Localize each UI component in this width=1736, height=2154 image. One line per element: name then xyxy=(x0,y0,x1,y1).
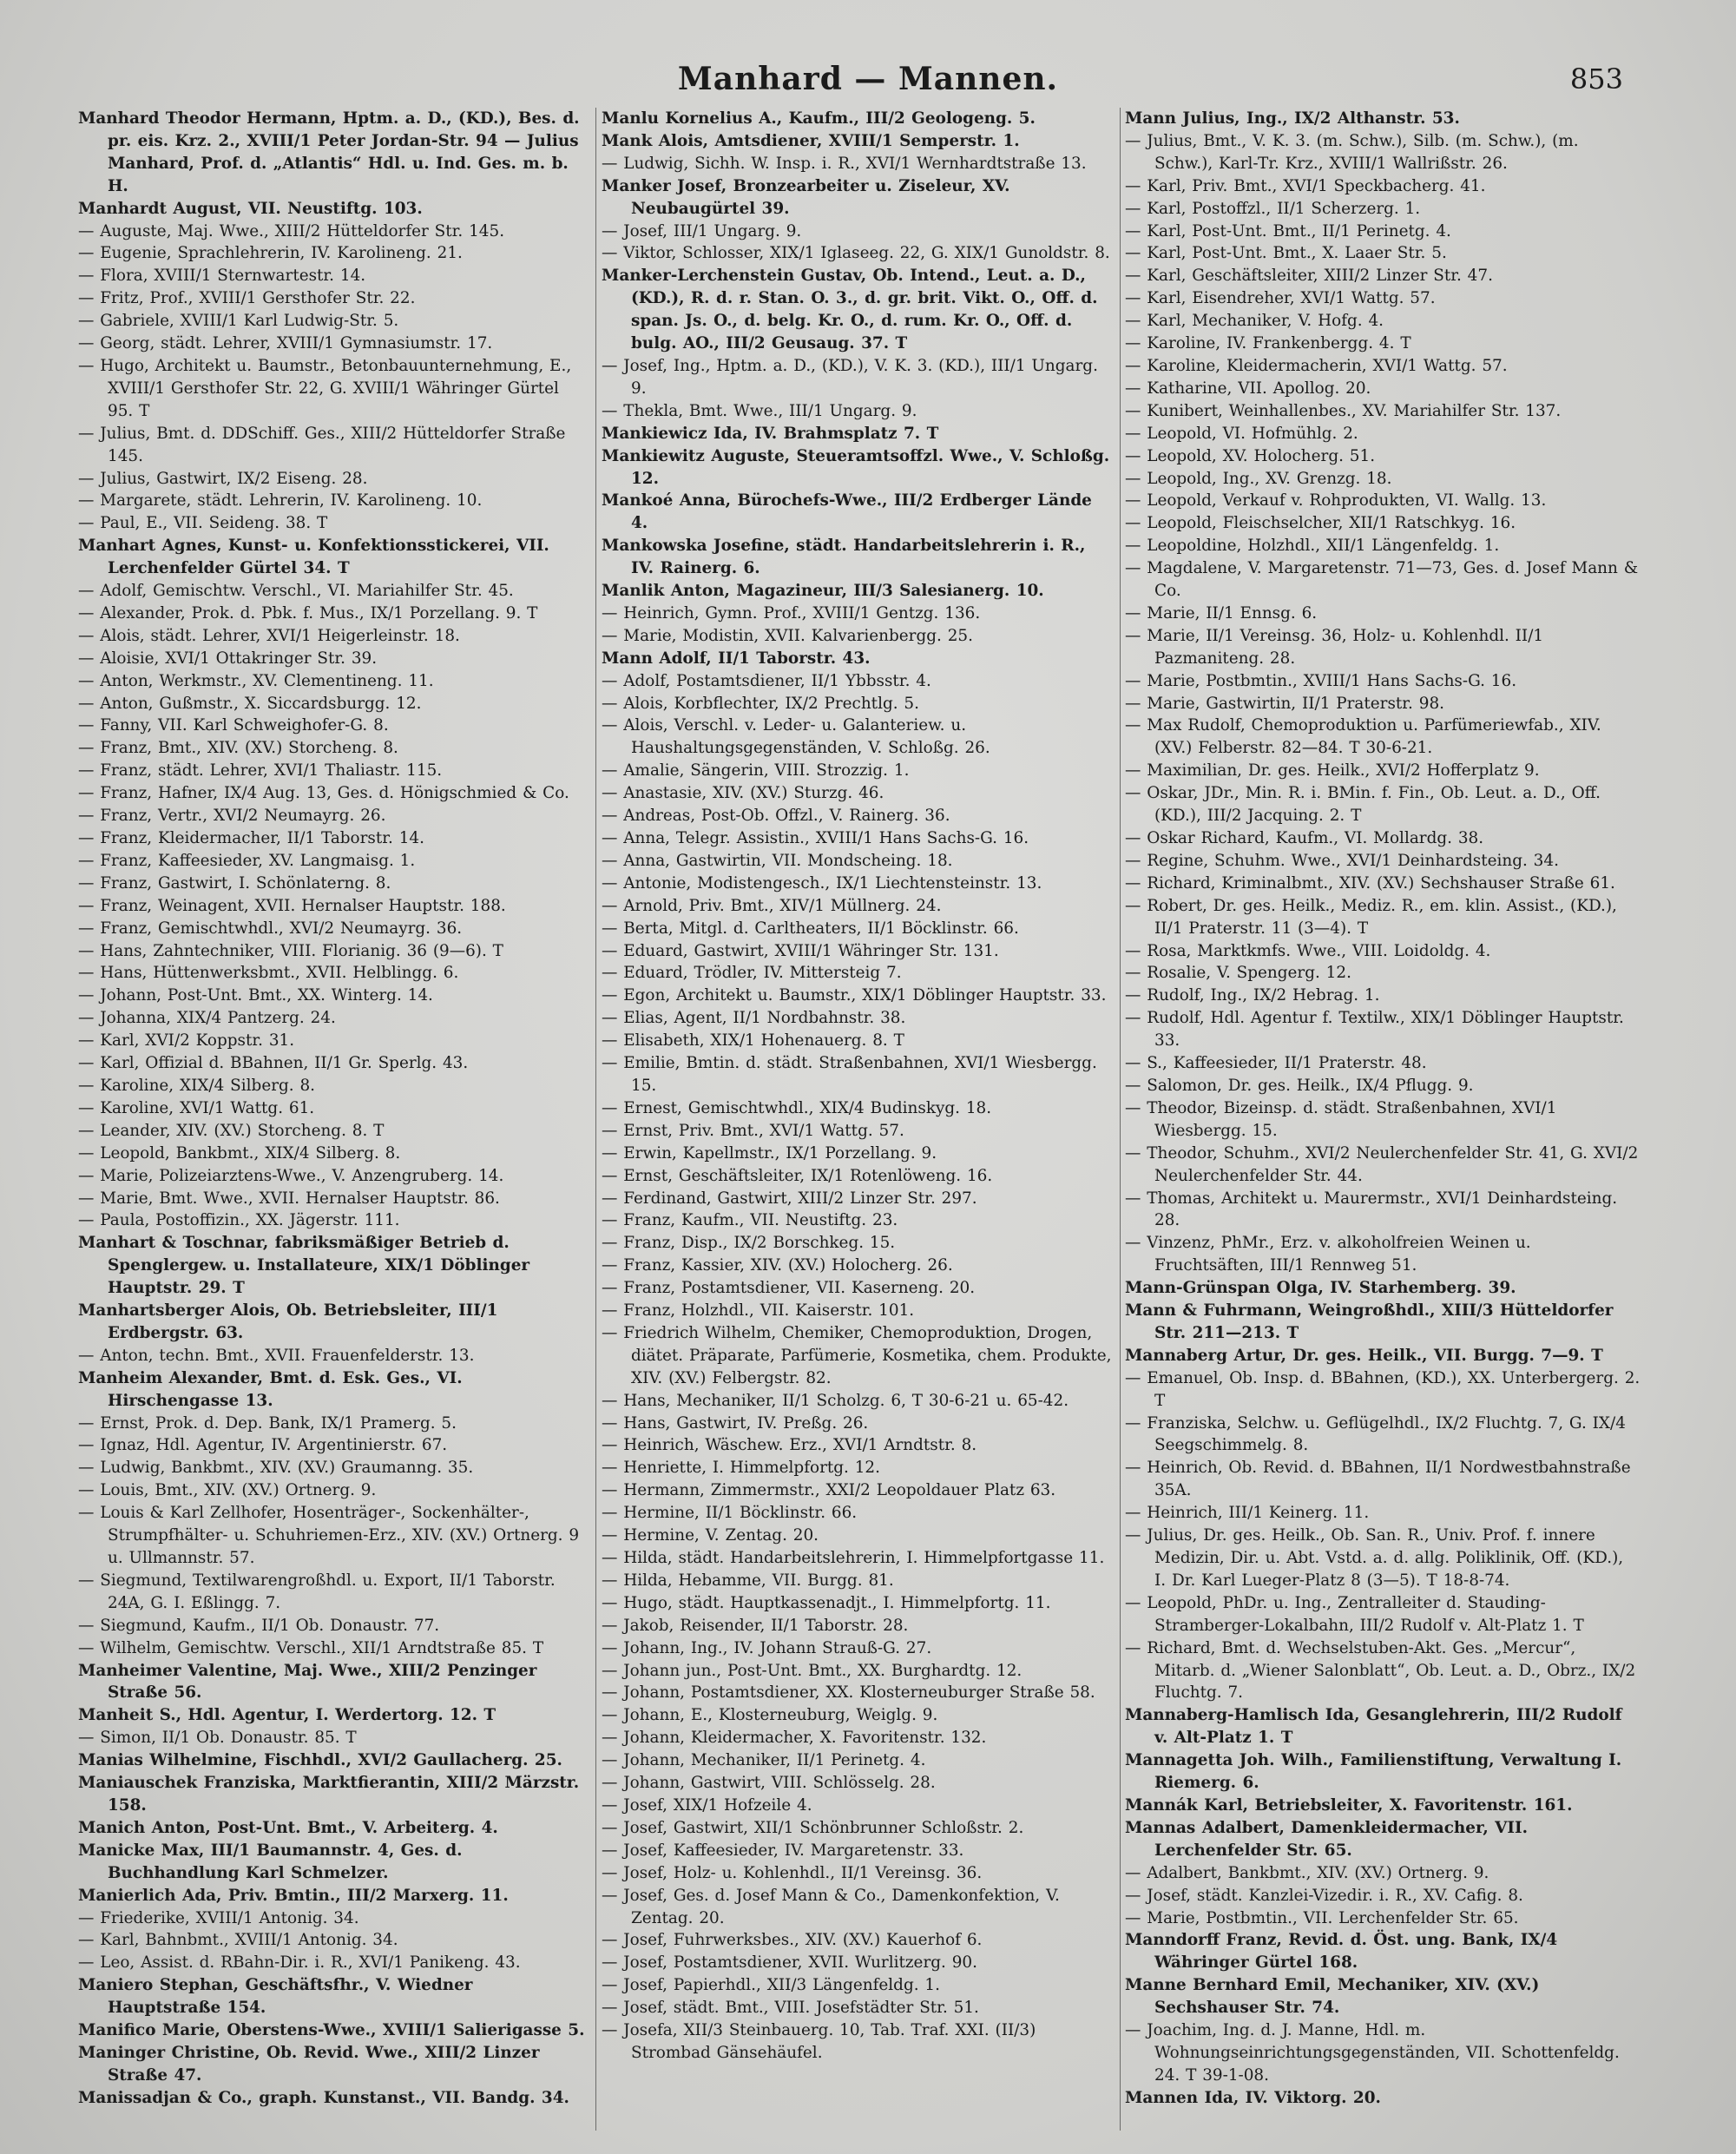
directory-entry: — Fritz, Prof., XVIII/1 Gersthofer Str. 22. xyxy=(78,289,416,308)
directory-entry: — Anastasie, XIV. (XV.) Sturzg. 46. xyxy=(602,784,884,803)
directory-entry: — Karl, Eisendreher, XVI/1 Wattg. 57. xyxy=(1125,289,1436,308)
page-header xyxy=(0,57,1736,109)
directory-entry: — Rosalie, V. Spengerg. 12. xyxy=(1125,964,1351,983)
directory-entry: — Hermann, Zimmermstr., XXI/2 Leopoldauer Platz 63. xyxy=(602,1481,1056,1500)
directory-entry: — Andreas, Post-Ob. Offzl., V. Rainerg. 36. xyxy=(602,807,950,826)
directory-entry: — Franz, Bmt., XIV. (XV.) Storcheng. 8. xyxy=(78,739,398,758)
directory-entry: Manheimer Valentine, Maj. Wwe., XIII/2 Penzinger Straße 56. xyxy=(78,1661,537,1703)
directory-entry: — Rudolf, Ing., IX/2 Hebrag. 1. xyxy=(1125,986,1380,1005)
directory-entry: — Thekla, Bmt. Wwe., III/1 Ungarg. 9. xyxy=(602,401,917,420)
directory-entry: — Johann, Mechaniker, II/1 Perinetg. 4. xyxy=(602,1751,926,1770)
directory-entry: — Johanna, XIX/4 Pantzerg. 24. xyxy=(78,1009,336,1028)
directory-entry: — Eduard, Trödler, IV. Mittersteig 7. xyxy=(602,964,902,983)
directory-entry: — Flora, XVIII/1 Sternwartestr. 14. xyxy=(78,267,366,286)
directory-entry: — Julius, Dr. ges. Heilk., Ob. San. R., Univ. Prof. f. innere Medizin, Dir. u. Abt. Vstd. a. d. allg. Poliklinik, Off. (KD.), I. Dr. Karl Lueger-Platz 8 (3—5). T 18-8-74. xyxy=(1125,1526,1624,1590)
directory-entry: — Marie, Polizeiarztens-Wwe., V. Anzengruberg. 14. xyxy=(78,1166,504,1185)
directory-entry: — Katharine, VII. Apollog. 20. xyxy=(1125,379,1371,398)
directory-entry: — Hilda, städt. Handarbeitslehrerin, I. Himmelpfortgasse 11. xyxy=(602,1549,1105,1567)
directory-entry: — Hugo, Architekt u. Baumstr., Betonbauunternehmung, E., XVIII/1 Gersthofer Str. 22, G. XVIII/1 Währinger Gürtel 95. T xyxy=(78,356,572,420)
directory-entry: — Ernest, Gemischtwhdl., XIX/4 Budinskyg. 18. xyxy=(602,1098,992,1117)
directory-entry: — Leo, Assist. d. RBahn-Dir. i. R., XVI/1 Panikeng. 43. xyxy=(78,1953,521,1973)
directory-entry: Manlu Kornelius A., Kaufm., III/2 Geologeng. 5. xyxy=(602,109,1036,128)
directory-entry: Mannas Adalbert, Damenkleidermacher, VII. Lerchenfelder Str. 65. xyxy=(1125,1818,1529,1860)
directory-entry: — Josef, XIX/1 Hofzeile 4. xyxy=(602,1795,812,1815)
directory-entry: — Siegmund, Textilwarengroßhdl. u. Export, II/1 Taborstr. 24A, G. I. Eßlingg. 7. xyxy=(78,1571,556,1612)
directory-entry: — Hans, Mechaniker, II/1 Scholzg. 6, T 30-6-21 u. 65-42. xyxy=(602,1391,1069,1410)
directory-entry: Maniero Stephan, Geschäftsfhr., V. Wiedner Hauptstraße 154. xyxy=(78,1976,473,2018)
directory-entry: — Robert, Dr. ges. Heilk., Mediz. R., em. klin. Assist., (KD.), II/1 Praterstr. 11 (3—4). T xyxy=(1125,896,1617,938)
directory-entry: — Franz, Weinagent, XVII. Hernalser Hauptstr. 188. xyxy=(78,896,506,915)
directory-entry: Manissadjan & Co., graph. Kunstanst., VII. Bandg. 34. xyxy=(78,2088,569,2107)
directory-entry: — Regine, Schuhm. Wwe., XVI/1 Deinhardsteing. 34. xyxy=(1125,851,1559,870)
directory-entry: Manias Wilhelmine, Fischhdl., XVI/2 Gaullacherg. 25. xyxy=(78,1751,562,1770)
directory-entry: — Hans, Zahntechniker, VIII. Florianig. 36 (9—6). T xyxy=(78,941,503,960)
directory-entry: — Anna, Telegr. Assistin., XVIII/1 Hans Sachs-G. 16. xyxy=(602,829,1029,847)
directory-entry: — Franz, Kaffeesieder, XV. Langmaisg. 1. xyxy=(78,851,416,870)
directory-entry: — Leopold, Ing., XV. Grenzg. 18. xyxy=(1125,469,1392,488)
directory-entry: — Karl, Bahnbmt., XVIII/1 Antonig. 34. xyxy=(78,1931,398,1950)
directory-entry: — Joachim, Ing. d. J. Manne, Hdl. m. Wohnungseinrichtungsgegenständen, VII. Schottenfeldg. 24. T 39-1-08. xyxy=(1125,2021,1620,2085)
directory-entry: — Max Rudolf, Chemoproduktion u. Parfümeriewfab., XIV. (XV.) Felberstr. 82—84. T 30-6-21. xyxy=(1125,716,1601,758)
directory-entry: Mannagetta Joh. Wilh., Familienstiftung, Verwaltung I. Riemerg. 6. xyxy=(1125,1751,1622,1793)
directory-entry: Mannaberg-Hamlisch Ida, Gesanglehrerin, III/2 Rudolf v. Alt-Platz 1. T xyxy=(1125,1706,1622,1748)
directory-entry: — Friedrich Wilhelm, Chemiker, Chemoproduktion, Drogen, diätet. Präparate, Parfümerie, Kosmetika, chem. Produkte, XIV. (XV.) Felbergstr. 82. xyxy=(602,1323,1112,1387)
directory-entry: — Kunibert, Weinhallenbes., XV. Mariahilfer Str. 137. xyxy=(1125,401,1562,420)
directory-entry: — Anna, Gastwirtin, VII. Mondscheing. 18. xyxy=(602,851,953,870)
directory-entry: — Vinzenz, PhMr., Erz. v. alkoholfreien Weinen u. Fruchtsäften, III/1 Rennweg 51. xyxy=(1125,1234,1531,1275)
directory-entry: — Theodor, Bizeinsp. d. städt. Straßenbahnen, XVI/1 Wiesbergg. 15. xyxy=(1125,1098,1557,1140)
directory-entry: — Berta, Mitgl. d. Carltheaters, II/1 Böcklinstr. 66. xyxy=(602,919,1019,938)
directory-entry: — Erwin, Kapellmstr., IX/1 Porzellang. 9. xyxy=(602,1143,937,1163)
directory-entry: Manierlich Ada, Priv. Bmtin., III/2 Marxerg. 11. xyxy=(78,1886,509,1905)
directory-entry: — Leopold, XV. Holocherg. 51. xyxy=(1125,446,1376,465)
directory-entry: — Julius, Gastwirt, IX/2 Eiseng. 28. xyxy=(78,469,368,488)
directory-entry: — Julius, Bmt. d. DDSchiff. Ges., XIII/2 Hütteldorfer Straße 145. xyxy=(78,424,566,465)
directory-entry: — Ludwig, Sichh. W. Insp. i. R., XVI/1 Wernhardtstraße 13. xyxy=(602,154,1087,173)
directory-entry: — Marie, II/1 Vereinsg. 36, Holz- u. Kohlenhdl. II/1 Pazmaniteng. 28. xyxy=(1125,626,1544,668)
directory-entry: — Hermine, II/1 Böcklinstr. 66. xyxy=(602,1504,858,1523)
directory-entry: Manich Anton, Post-Unt. Bmt., V. Arbeiterg. 4. xyxy=(78,1818,498,1837)
directory-entry: — Franz, Kaufm., VII. Neustiftg. 23. xyxy=(602,1211,898,1230)
directory-entry: Mannaberg Artur, Dr. ges. Heilk., VII. Burgg. 7—9. T xyxy=(1125,1346,1603,1365)
directory-entry: — Johann, Postamtsdiener, XX. Klosterneuburger Straße 58. xyxy=(602,1683,1095,1703)
directory-entry: — Josef, III/1 Ungarg. 9. xyxy=(602,221,802,240)
directory-entry: — Adolf, Gemischtw. Verschl., VI. Mariahilfer Str. 45. xyxy=(78,582,514,601)
directory-entry: — Johann, Post-Unt. Bmt., XX. Winterg. 14. xyxy=(78,986,433,1005)
directory-entry: — Julius, Bmt., V. K. 3. (m. Schw.), Silb. (m. Schw.), (m. Schw.), Karl-Tr. Krz., XVIII/1 Wallrißstr. 26. xyxy=(1125,131,1579,173)
directory-entry: — Emanuel, Ob. Insp. d. BBahnen, (KD.), XX. Unterbergerg. 2. T xyxy=(1125,1368,1641,1410)
directory-entry: Manifico Marie, Oberstens-Wwe., XVIII/1 Salierigasse 5. xyxy=(78,2021,585,2040)
directory-entry: Maninger Christine, Ob. Revid. Wwe., XIII/2 Linzer Straße 47. xyxy=(78,2043,540,2085)
directory-entry: — Franz, städt. Lehrer, XVI/1 Thaliastr. 115. xyxy=(78,761,443,781)
directory-entry: — Emilie, Bmtin. d. städt. Straßenbahnen, XVI/1 Wiesbergg. 15. xyxy=(602,1054,1097,1095)
column-3 xyxy=(1125,108,1641,2139)
directory-entry: — Hermine, V. Zentag. 20. xyxy=(602,1526,819,1545)
directory-entry: — Johann, Kleidermacher, X. Favoritenstr. 132. xyxy=(602,1729,987,1748)
directory-entry: — Marie, Postbmtin., XVIII/1 Hans Sachs-G. 16. xyxy=(1125,671,1517,690)
directory-entry: — Karl, XVI/2 Koppstr. 31. xyxy=(78,1031,295,1051)
directory-entry: Manndorff Franz, Revid. d. Öst. ung. Bank, IX/4 Währinger Gürtel 168. xyxy=(1125,1931,1558,1973)
directory-entry: — Leopold, VI. Hofmühlg. 2. xyxy=(1125,424,1358,443)
directory-entry: Manhartsberger Alois, Ob. Betriebsleiter, III/1 Erdbergstr. 63. xyxy=(78,1301,498,1342)
directory-entry: — Antonie, Modistengesch., IX/1 Liechtensteinstr. 13. xyxy=(602,873,1042,893)
directory-entry: — Hugo, städt. Hauptkassenadjt., I. Himmelpfortg. 11. xyxy=(602,1593,1051,1612)
directory-entry: Mankoé Anna, Bürochefs-Wwe., III/2 Erdberger Lände 4. xyxy=(602,491,1092,533)
directory-entry: — Heinrich, III/1 Keinerg. 11. xyxy=(1125,1504,1370,1523)
directory-entry: — Rudolf, Hdl. Agentur f. Textilw., XIX/1 Döblinger Hauptstr. 33. xyxy=(1125,1009,1624,1051)
directory-entry: — Josef, Holz- u. Kohlenhdl., II/1 Vereinsg. 36. xyxy=(602,1863,983,1882)
directory-entry: — Hilda, Hebamme, VII. Burgg. 81. xyxy=(602,1571,894,1590)
directory-entry: — Karoline, XIX/4 Silberg. 8. xyxy=(78,1076,315,1095)
column-divider xyxy=(595,108,596,2131)
directory-entry: — Anton, Werkmstr., XV. Clementineng. 11. xyxy=(78,671,434,690)
directory-entry: — Karoline, XVI/1 Wattg. 61. xyxy=(78,1098,315,1117)
directory-entry: — Louis & Karl Zellhofer, Hosenträger-, Sockenhälter-, Strumpfhälter- u. Schuhriemen-Erz., XIV. (XV.) Ortnerg. 9 u. Ullmannstr. 57. xyxy=(78,1504,580,1567)
directory-entry: — Alois, städt. Lehrer, XVI/1 Heigerleinstr. 18. xyxy=(78,626,460,645)
directory-entry: — Leander, XIV. (XV.) Storcheng. 8. T xyxy=(78,1121,385,1140)
directory-entry: — Leopold, Fleischselcher, XII/1 Ratschkyg. 16. xyxy=(1125,514,1516,533)
directory-entry: — Josef, Fuhrwerksbes., XIV. (XV.) Kauerhof 6. xyxy=(602,1931,983,1950)
directory-entry: — Elias, Agent, II/1 Nordbahnstr. 38. xyxy=(602,1009,906,1028)
directory-entry: — Karl, Postoffzl., II/1 Scherzerg. 1. xyxy=(1125,199,1421,218)
directory-entry: Manker-Lerchenstein Gustav, Ob. Intend., Leut. a. D., (KD.), R. d. r. Stan. O. 3., d. gr. brit. Vikt. O., Off. d. span. Js. O., d. belg. Kr. O., d. rum. Kr. O., Off. d. bulg. AO., III/2 Geusaug. 37. T xyxy=(602,267,1098,353)
directory-entry: — Karl, Post-Unt. Bmt., X. Laaer Str. 5. xyxy=(1125,244,1447,263)
directory-entry: — Josef, städt. Kanzlei-Vizedir. i. R., XV. Cafig. 8. xyxy=(1125,1886,1523,1905)
directory-entry: — Georg, städt. Lehrer, XVIII/1 Gymnasiumstr. 17. xyxy=(78,334,493,353)
directory-entry: — Wilhelm, Gemischtw. Verschl., XII/1 Arndtstraße 85. T xyxy=(78,1638,544,1657)
directory-entry: — Eduard, Gastwirt, XVIII/1 Währinger Str. 131. xyxy=(602,941,999,960)
directory-entry: — Josef, Gastwirt, XII/1 Schönbrunner Schloßstr. 2. xyxy=(602,1818,1024,1837)
directory-entry: — Aloisie, XVI/1 Ottakringer Str. 39. xyxy=(78,649,378,668)
directory-entry: Manhard Theodor Hermann, Hptm. a. D., (KD.), Bes. d. pr. eis. Krz. 2., XVIII/1 Peter Jordan-Str. 94 — Julius Manhard, Prof. d. „Atlantis“ Hdl. u. Ind. Ges. m. b. H. xyxy=(78,109,580,195)
column-1 xyxy=(78,108,590,2139)
directory-entry: — Marie, Gastwirtin, II/1 Praterstr. 98. xyxy=(1125,694,1444,713)
directory-entry: — Karl, Geschäftsleiter, XIII/2 Linzer Str. 47. xyxy=(1125,267,1493,286)
directory-entry: — Josef, Postamtsdiener, XVII. Wurlitzerg. 90. xyxy=(602,1953,977,1973)
directory-entry: — Josef, Ges. d. Josef Mann & Co., Damenkonfektion, V. Zentag. 20. xyxy=(602,1886,1060,1927)
directory-entry: — Heinrich, Gymn. Prof., XVIII/1 Gentzg. 136. xyxy=(602,603,981,622)
directory-entry: — Franz, Vertr., XVI/2 Neumayrg. 26. xyxy=(78,807,386,826)
directory-entry: — Rosa, Marktkmfs. Wwe., VIII. Loidoldg. 4. xyxy=(1125,941,1491,960)
directory-entry: — Salomon, Dr. ges. Heilk., IX/4 Pflugg. 9. xyxy=(1125,1076,1474,1095)
directory-entry: — Josef, Ing., Hptm. a. D., (KD.), V. K. 3. (KD.), III/1 Ungarg. 9. xyxy=(602,356,1098,398)
directory-entry: — Marie, II/1 Ennsg. 6. xyxy=(1125,603,1318,622)
directory-entry: — Ernst, Geschäftsleiter, IX/1 Rotenlöweng. 16. xyxy=(602,1166,993,1185)
directory-entry: — Franziska, Selchw. u. Geflügelhdl., IX/2 Fluchtg. 7, G. IX/4 Seegschimmelg. 8. xyxy=(1125,1413,1626,1455)
directory-entry: — Adalbert, Bankbmt., XIV. (XV.) Ortnerg. 9. xyxy=(1125,1863,1489,1882)
directory-entry: Manne Bernhard Emil, Mechaniker, XIV. (XV.) Sechshauser Str. 74. xyxy=(1125,1976,1540,2018)
directory-entry: — Franz, Gastwirt, I. Schönlaterng. 8. xyxy=(78,873,391,893)
directory-entry: Manhart Agnes, Kunst- u. Konfektionsstickerei, VII. Lerchenfelder Gürtel 34. T xyxy=(78,537,549,578)
directory-entry: — Ernst, Priv. Bmt., XVI/1 Wattg. 57. xyxy=(602,1121,904,1140)
directory-entry: — Franz, Kassier, XIV. (XV.) Holocherg. 26. xyxy=(602,1256,953,1275)
directory-entry: — Johann, Ing., IV. Johann Strauß-G. 27. xyxy=(602,1638,932,1657)
directory-entry: — Ernst, Prok. d. Dep. Bank, IX/1 Pramerg. 5. xyxy=(78,1413,457,1433)
directory-entry: — Johann, Gastwirt, VIII. Schlösselg. 28. xyxy=(602,1774,936,1793)
directory-entry: Manheit S., Hdl. Agentur, I. Werdertorg. 12. T xyxy=(78,1706,496,1725)
directory-entry: — Franz, Holzhdl., VII. Kaiserstr. 101. xyxy=(602,1301,915,1321)
directory-entry: — Karoline, IV. Frankenbergg. 4. T xyxy=(1125,334,1411,353)
directory-entry: — Alois, Korbflechter, IX/2 Prechtlg. 5. xyxy=(602,694,919,713)
directory-entry: Manhart & Toschnar, fabriksmäßiger Betrieb d. Spenglergew. u. Installateure, XIX/1 Döblinger Hauptstr. 29. T xyxy=(78,1234,530,1298)
directory-entry: — Eugenie, Sprachlehrerin, IV. Karolineng. 21. xyxy=(78,244,463,263)
directory-entry: — Josefa, XII/3 Steinbauerg. 10, Tab. Traf. XXI. (II/3) Strombad Gänsehäufel. xyxy=(602,2021,1036,2062)
directory-entry: — Henriette, I. Himmelpfortg. 12. xyxy=(602,1459,880,1478)
directory-entry: — Egon, Architekt u. Baumstr., XIX/1 Döblinger Hauptstr. 33. xyxy=(602,986,1107,1005)
directory-entry: Mann Adolf, II/1 Taborstr. 43. xyxy=(602,649,871,668)
directory-entry: Manheim Alexander, Bmt. d. Esk. Ges., VI. Hirschengasse 13. xyxy=(78,1368,463,1410)
directory-entry: — Oskar, JDr., Min. R. i. BMin. f. Fin., Ob. Leut. a. D., Off. (KD.), III/2 Jacquing. 2. T xyxy=(1125,784,1601,826)
directory-entry: — Oskar Richard, Kaufm., VI. Mollardg. 38. xyxy=(1125,829,1484,847)
directory-entry: — Fanny, VII. Karl Schweighofer-G. 8. xyxy=(78,716,389,735)
directory-entry: — S., Kaffeesieder, II/1 Praterstr. 48. xyxy=(1125,1054,1427,1073)
directory-entry: — Ignaz, Hdl. Agentur, IV. Argentinierstr. 67. xyxy=(78,1436,448,1455)
directory-entry: — Marie, Modistin, XVII. Kalvarienbergg. 25. xyxy=(602,626,973,645)
directory-entry: — Paul, E., VII. Seideng. 38. T xyxy=(78,514,328,533)
directory-entry: Mankiewicz Ida, IV. Brahmsplatz 7. T xyxy=(602,424,939,443)
directory-entry: — Richard, Kriminalbmt., XIV. (XV.) Sechshauser Straße 61. xyxy=(1125,873,1615,893)
directory-entry: — Karoline, Kleidermacherin, XVI/1 Wattg. 57. xyxy=(1125,356,1508,375)
directory-entry: — Friederike, XVIII/1 Antonig. 34. xyxy=(78,1908,359,1927)
directory-entry: — Marie, Bmt. Wwe., XVII. Hernalser Hauptstr. 86. xyxy=(78,1189,500,1208)
directory-entry: — Louis, Bmt., XIV. (XV.) Ortnerg. 9. xyxy=(78,1481,377,1500)
directory-entry: — Anton, Gußmstr., X. Siccardsburgg. 12. xyxy=(78,694,422,713)
directory-entry: — Arnold, Priv. Bmt., XIV/1 Müllnerg. 24. xyxy=(602,896,942,915)
directory-entry: — Josef, Papierhdl., XII/3 Längenfeldg. 1. xyxy=(602,1976,940,1995)
directory-entry: — Franz, Postamtsdiener, VII. Kaserneng. 20. xyxy=(602,1279,976,1298)
directory-entry: — Karl, Priv. Bmt., XVI/1 Speckbacherg. 41. xyxy=(1125,176,1486,195)
directory-entry: Mann-Grünspan Olga, IV. Starhemberg. 39. xyxy=(1125,1279,1516,1298)
column-2 xyxy=(602,108,1114,2139)
directory-entry: — Karl, Post-Unt. Bmt., II/1 Perinetg. 4. xyxy=(1125,221,1451,240)
column-divider xyxy=(1120,108,1121,2131)
directory-entry: — Franz, Disp., IX/2 Borschkeg. 15. xyxy=(602,1234,896,1253)
directory-entry: Manlik Anton, Magazineur, III/3 Salesianerg. 10. xyxy=(602,582,1044,601)
directory-entry: Mann Julius, Ing., IX/2 Althanstr. 53. xyxy=(1125,109,1460,128)
directory-entry: Mann & Fuhrmann, Weingroßhdl., XIII/3 Hütteldorfer Str. 211—213. T xyxy=(1125,1301,1614,1342)
page-number: 853 xyxy=(1569,63,1623,96)
directory-entry: — Leopold, Verkauf v. Rohprodukten, VI. Wallg. 13. xyxy=(1125,491,1547,511)
directory-entry: — Alois, Verschl. v. Leder- u. Galanteriew. u. Haushaltungsgegenständen, V. Schloßg. 26. xyxy=(602,716,990,758)
directory-entry: — Heinrich, Ob. Revid. d. BBahnen, II/1 Nordwestbahnstraße 35A. xyxy=(1125,1459,1631,1500)
directory-entry: — Auguste, Maj. Wwe., XIII/2 Hütteldorfer Str. 145. xyxy=(78,221,505,240)
directory-entry: Mankowska Josefine, städt. Handarbeitslehrerin i. R., IV. Rainerg. 6. xyxy=(602,537,1086,578)
directory-entry: Mank Alois, Amtsdiener, XVIII/1 Semperstr. 1. xyxy=(602,131,1020,150)
directory-entry: — Heinrich, Wäschew. Erz., XVI/1 Arndtstr. 8. xyxy=(602,1436,977,1455)
directory-entry: — Ferdinand, Gastwirt, XIII/2 Linzer Str. 297. xyxy=(602,1189,977,1208)
directory-entry: — Magdalene, V. Margaretenstr. 71—73, Ges. d. Josef Mann & Co. xyxy=(1125,559,1639,601)
directory-entry: — Elisabeth, XIX/1 Hohenauerg. 8. T xyxy=(602,1031,904,1051)
directory-entry: — Leopold, Bankbmt., XIX/4 Silberg. 8. xyxy=(78,1143,401,1163)
directory-entry: — Hans, Gastwirt, IV. Preßg. 26. xyxy=(602,1413,869,1433)
directory-entry: — Johann jun., Post-Unt. Bmt., XX. Burghardtg. 12. xyxy=(602,1661,1023,1680)
directory-entry: — Viktor, Schlosser, XIX/1 Iglaseeg. 22, G. XIX/1 Gunoldstr. 8. xyxy=(602,244,1110,263)
directory-entry: — Ludwig, Bankbmt., XIV. (XV.) Graumanng. 35. xyxy=(78,1459,474,1478)
directory-entry: — Josef, städt. Bmt., VIII. Josefstädter Str. 51. xyxy=(602,1999,979,2018)
directory-entry: Mannák Karl, Betriebsleiter, X. Favoritenstr. 161. xyxy=(1125,1795,1573,1815)
directory-entry: Mannen Ida, IV. Viktorg. 20. xyxy=(1125,2088,1381,2107)
directory-entry: — Jakob, Reisender, II/1 Taborstr. 28. xyxy=(602,1616,909,1635)
directory-entry: Maniauschek Franziska, Marktfierantin, XIII/2 Märzstr. 158. xyxy=(78,1774,580,1815)
directory-entry: — Josef, Kaffeesieder, IV. Margaretenstr. 33. xyxy=(602,1841,964,1860)
directory-entry: Manhardt August, VII. Neustiftg. 103. xyxy=(78,199,423,218)
directory-entry: — Johann, E., Klosterneuburg, Weiglg. 9. xyxy=(602,1706,938,1725)
page-title: Manhard — Mannen. xyxy=(677,61,1059,97)
directory-entry: — Alexander, Prok. d. Pbk. f. Mus., IX/1 Porzellang. 9. T xyxy=(78,603,538,622)
directory-entry: — Richard, Bmt. d. Wechselstuben-Akt. Ges. „Mercur“, Mitarb. d. „Wiener Salonblatt“, Ob. Leut. a. D., Obrz., IX/2 Fluchtg. 7. xyxy=(1125,1638,1636,1703)
directory-entry: — Franz, Gemischtwhdl., XVI/2 Neumayrg. 36. xyxy=(78,919,463,938)
directory-entry: — Margarete, städt. Lehrerin, IV. Karolineng. 10. xyxy=(78,491,483,511)
directory-entry: Manker Josef, Bronzearbeiter u. Ziseleur, XV. Neubaugürtel 39. xyxy=(602,176,1010,218)
directory-entry: — Franz, Hafner, IX/4 Aug. 13, Ges. d. Hönigschmied & Co. xyxy=(78,784,569,803)
directory-entry: Manicke Max, III/1 Baumannstr. 4, Ges. d. Buchhandlung Karl Schmelzer. xyxy=(78,1841,463,1882)
directory-entry: — Marie, Postbmtin., VII. Lerchenfelder Str. 65. xyxy=(1125,1908,1519,1927)
directory-entry: Mankiewitz Auguste, Steueramtsoffzl. Wwe., V. Schloßg. 12. xyxy=(602,446,1110,488)
directory-entry: — Thomas, Architekt u. Maurermstr., XVI/1 Deinhardsteing. 28. xyxy=(1125,1189,1618,1230)
directory-entry: — Theodor, Schuhm., XVI/2 Neulerchenfelder Str. 41, G. XVI/2 Neulerchenfelder Str. 44. xyxy=(1125,1143,1639,1185)
directory-entry: — Leopold, PhDr. u. Ing., Zentralleiter d. Stauding-Stramberger-Lokalbahn, III/2 Rudolf v. Alt-Platz 1. T xyxy=(1125,1593,1584,1635)
directory-entry: — Siegmund, Kaufm., II/1 Ob. Donaustr. 77. xyxy=(78,1616,440,1635)
directory-entry: — Leopoldine, Holzhdl., XII/1 Längenfeldg. 1. xyxy=(1125,537,1500,556)
directory-entry: — Maximilian, Dr. ges. Heilk., XVI/2 Hofferplatz 9. xyxy=(1125,761,1540,781)
directory-entry: — Franz, Kleidermacher, II/1 Taborstr. 14. xyxy=(78,829,424,847)
directory-entry: — Karl, Offizial d. BBahnen, II/1 Gr. Sperlg. 43. xyxy=(78,1054,469,1073)
directory-entry: — Anton, techn. Bmt., XVII. Frauenfelderstr. 13. xyxy=(78,1346,475,1365)
directory-entry: — Paula, Postoffizin., XX. Jägerstr. 111. xyxy=(78,1211,400,1230)
directory-entry: — Simon, II/1 Ob. Donaustr. 85. T xyxy=(78,1729,357,1748)
directory-entry: — Hans, Hüttenwerksbmt., XVII. Helblingg. 6. xyxy=(78,964,459,983)
directory-entry: — Gabriele, XVIII/1 Karl Ludwig-Str. 5. xyxy=(78,312,399,331)
directory-entry: — Adolf, Postamtsdiener, II/1 Ybbsstr. 4. xyxy=(602,671,931,690)
directory-entry: — Amalie, Sängerin, VIII. Strozzig. 1. xyxy=(602,761,910,781)
directory-entry: — Karl, Mechaniker, V. Hofg. 4. xyxy=(1125,312,1384,331)
